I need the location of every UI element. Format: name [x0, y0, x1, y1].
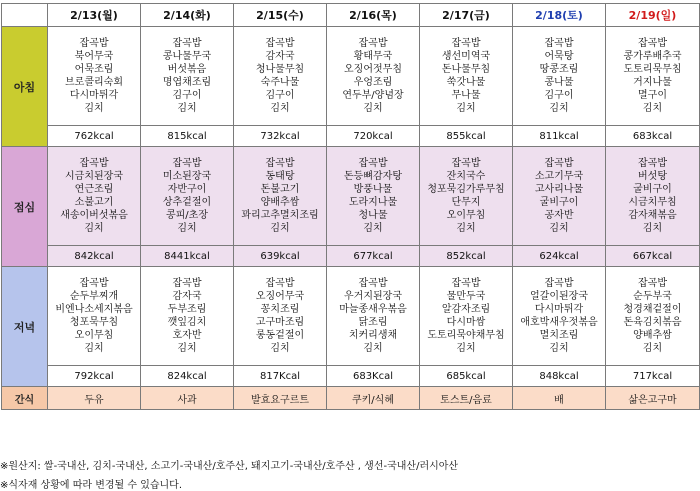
breakfast-kcal-cell: 811kcal	[513, 126, 606, 147]
breakfast-kcal-cell: 815kcal	[141, 126, 234, 147]
menu-item: 김치	[642, 103, 663, 114]
menu-item: 김구이	[265, 90, 295, 101]
dinner-kcal-cell: 848kcal	[513, 366, 606, 387]
lunch-label: 점심	[2, 147, 48, 267]
menu-item: 청나물무침	[255, 64, 305, 75]
menu-item: 땅콩조림	[539, 64, 579, 75]
date-header-sunday: 2/19(일)	[606, 4, 700, 27]
menu-item: 공자반	[544, 210, 574, 221]
menu-item: 도라지나물	[348, 197, 398, 208]
dinner-kcal-cell: 824kcal	[141, 366, 234, 387]
menu-item: 돈육김치볶음	[623, 317, 682, 328]
menu-item: 청포묵무침	[69, 317, 119, 328]
menu-item: 잡곡밥	[79, 158, 109, 169]
menu-item: 순두부국	[633, 291, 672, 302]
date-header-saturday: 2/18(토)	[513, 4, 606, 27]
snack-cell: 배	[513, 387, 606, 410]
breakfast-menu-cell	[606, 27, 700, 126]
menu-item: 김치	[642, 343, 663, 354]
date-header-row	[2, 4, 700, 27]
menu-item: 김치	[177, 223, 197, 234]
menu-item: 잡곡밥	[265, 158, 295, 169]
menu-item: 연두부/양념장	[342, 90, 404, 101]
dinner-menu-cell	[513, 267, 606, 366]
breakfast-menu-cell	[141, 27, 234, 126]
menu-item: 김치	[549, 223, 569, 234]
menu-item: 오이무침	[74, 330, 114, 341]
menu-item: 잡곡밥	[358, 158, 388, 169]
date-header: 2/16(목)	[327, 4, 420, 27]
origin-note: ※원산지: 쌀-국내산, 김치-국내산, 소고기-국내산/호주산, 돼지고기-국내산/호주산 , 생선-국내산/러시아산	[0, 461, 459, 472]
breakfast-menu-cell	[48, 27, 141, 126]
menu-item: 버섯탕	[638, 171, 667, 182]
menu-item: 돈불고기	[260, 184, 300, 195]
menu-item: 우거지된장국	[344, 291, 402, 302]
menu-item: 김치	[270, 223, 290, 234]
menu-item: 김치	[177, 103, 197, 114]
lunch-kcal-cell: 624kcal	[513, 246, 606, 267]
menu-item: 잡곡밥	[451, 158, 481, 169]
lunch-menu-cell	[327, 147, 420, 246]
menu-item: 롱동겉절이	[255, 330, 305, 341]
menu-item: 황태무국	[353, 51, 393, 62]
menu-item: 잡곡밥	[544, 278, 574, 289]
snack-cell: 삶은고구마	[606, 387, 700, 410]
snack-cell: 두유	[48, 387, 141, 410]
menu-item: 김치	[177, 343, 197, 354]
lunch-menu-cell	[234, 147, 327, 246]
dinner-menu-cell	[141, 267, 234, 366]
breakfast-label: 아침	[2, 27, 48, 147]
menu-item: 김치	[84, 103, 104, 114]
menu-item: 잡곡밥	[172, 278, 202, 289]
menu-item: 잡곡밥	[79, 38, 109, 49]
date-header: 2/13(월)	[48, 4, 141, 27]
dinner-kcal-row	[2, 366, 700, 387]
date-header: 2/17(금)	[420, 4, 513, 27]
menu-item: 연근조림	[74, 184, 114, 195]
menu-item: 동태탕	[265, 171, 295, 182]
menu-item: 잡곡밥	[451, 38, 481, 49]
lunch-menu-cell	[513, 147, 606, 246]
dinner-kcal-cell: 817Kcal	[234, 366, 327, 387]
lunch-kcal-cell: 667kcal	[606, 246, 700, 267]
breakfast-kcal-cell: 762kcal	[48, 126, 141, 147]
breakfast-menu-cell	[420, 27, 513, 126]
date-header: 2/14(화)	[141, 4, 234, 27]
menu-item: 감자국	[265, 51, 295, 62]
menu-item: 잔치국수	[446, 171, 486, 182]
menu-item: 도토리묵무침	[623, 64, 682, 75]
dinner-menu-cell	[327, 267, 420, 366]
menu-item: 브로콜리숙회	[65, 77, 123, 88]
corner-cell	[2, 4, 48, 27]
menu-item: 콩나물무국	[162, 51, 212, 62]
menu-item: 물만두국	[446, 291, 486, 302]
menu-item: 알감자조림	[441, 304, 491, 315]
snack-cell: 사과	[141, 387, 234, 410]
lunch-menu-row	[2, 147, 700, 246]
snack-label: 간식	[2, 387, 48, 410]
dinner-menu-cell	[234, 267, 327, 366]
dinner-menu-cell	[420, 267, 513, 366]
breakfast-kcal-row	[2, 126, 700, 147]
menu-item: 김치	[549, 343, 569, 354]
lunch-kcal-cell: 8441kcal	[141, 246, 234, 267]
menu-item: 김구이	[544, 90, 574, 101]
menu-item: 무나물	[451, 90, 481, 101]
menu-item: 잡곡밥	[544, 158, 574, 169]
menu-item: 버섯볶음	[167, 64, 207, 75]
menu-item: 자반구이	[167, 184, 207, 195]
menu-item: 깻잎김치	[167, 317, 207, 328]
menu-item: 김치	[363, 103, 383, 114]
menu-item: 방풍나물	[353, 184, 393, 195]
menu-item: 상추겉절이	[162, 197, 212, 208]
breakfast-kcal-cell: 720kcal	[327, 126, 420, 147]
menu-item: 잡곡밥	[265, 38, 295, 49]
lunch-kcal-cell: 842kcal	[48, 246, 141, 267]
menu-item: 소고기무국	[534, 171, 584, 182]
menu-item: 북어무국	[74, 51, 114, 62]
dinner-kcal-cell: 685kcal	[420, 366, 513, 387]
lunch-menu-cell	[141, 147, 234, 246]
lunch-kcal-row	[2, 246, 700, 267]
menu-item: 잡곡밥	[358, 278, 388, 289]
menu-item: 김치	[363, 223, 383, 234]
menu-item: 김치	[456, 223, 476, 234]
menu-item: 김치	[363, 343, 383, 354]
menu-item: 김치	[270, 343, 290, 354]
breakfast-menu-cell	[513, 27, 606, 126]
menu-item: 굴비구이	[539, 197, 579, 208]
menu-item: 어묵탕	[544, 51, 574, 62]
breakfast-menu-cell	[234, 27, 327, 126]
menu-item: 다시마쌈	[446, 317, 486, 328]
menu-item: 오징어젓무침	[344, 64, 402, 75]
menu-item: 잡곡밥	[638, 38, 667, 49]
menu-item: 오이무침	[446, 210, 486, 221]
menu-item: 감자국	[172, 291, 202, 302]
breakfast-menu-cell	[327, 27, 420, 126]
menu-item: 거지나물	[633, 77, 672, 88]
snack-cell: 쿠키/식혜	[327, 387, 420, 410]
menu-item: 우엉조림	[353, 77, 393, 88]
menu-item: 다시마튀각	[534, 304, 584, 315]
breakfast-kcal-cell: 732kcal	[234, 126, 327, 147]
menu-item: 소불고기	[74, 197, 114, 208]
menu-item: 돈나물무침	[441, 64, 491, 75]
menu-item: 단무지	[451, 197, 481, 208]
menu-item: 잡곡밥	[451, 278, 481, 289]
menu-item: 순두부찌개	[69, 291, 119, 302]
menu-item: 비엔나소세지볶음	[55, 304, 133, 315]
menu-item: 콩피/초장	[165, 210, 208, 221]
menu-item: 잡곡밥	[265, 278, 295, 289]
menu-item: 호자반	[172, 330, 202, 341]
lunch-menu-cell	[48, 147, 141, 246]
lunch-menu-cell	[606, 147, 700, 246]
menu-item: 양배추쌈	[260, 197, 300, 208]
menu-item: 다시마튀각	[69, 90, 119, 101]
menu-item: 감자채볶음	[628, 210, 677, 221]
date-header: 2/15(수)	[234, 4, 327, 27]
snack-cell: 발효요구르트	[234, 387, 327, 410]
menu-item: 명엽채조림	[162, 77, 212, 88]
menu-item: 고사리나물	[534, 184, 584, 195]
weekly-menu-table	[1, 3, 700, 410]
snack-row	[2, 387, 700, 410]
menu-item: 고구마조림	[255, 317, 305, 328]
dinner-kcal-cell: 683Kcal	[327, 366, 420, 387]
menu-item: 마늘종새우볶음	[339, 304, 407, 315]
change-notice: ※식자재 상황에 따라 변경될 수 있습니다.	[0, 480, 183, 491]
menu-item: 잡곡밥	[79, 278, 109, 289]
menu-item: 애호박새우젓볶음	[520, 317, 598, 328]
breakfast-kcal-cell: 683kcal	[606, 126, 700, 147]
menu-item: 잡곡밥	[638, 158, 667, 169]
menu-item: 꽈리고추멸치조림	[241, 210, 319, 221]
dinner-menu-row	[2, 267, 700, 366]
snack-cell: 토스트/음료	[420, 387, 513, 410]
dinner-label: 저녁	[2, 267, 48, 387]
menu-item: 잡곡밥	[638, 278, 667, 289]
menu-item: 굴비구이	[633, 184, 672, 195]
breakfast-kcal-cell: 855kcal	[420, 126, 513, 147]
menu-item: 김치	[84, 343, 104, 354]
menu-item: 꽁치조림	[260, 304, 300, 315]
menu-item: 김구이	[172, 90, 202, 101]
menu-item: 잡곡밥	[358, 38, 388, 49]
menu-item: 생선미역국	[441, 51, 491, 62]
menu-item: 청나물	[358, 210, 388, 221]
menu-item: 쑥갓나물	[446, 77, 486, 88]
menu-item: 잡곡밥	[172, 158, 202, 169]
menu-item: 돈등뼈감자탕	[344, 171, 402, 182]
menu-item: 도토리묵야채무침	[427, 330, 505, 341]
menu-item: 얼갈이된장국	[530, 291, 588, 302]
lunch-kcal-cell: 852kcal	[420, 246, 513, 267]
menu-item: 양배추쌈	[633, 330, 672, 341]
menu-item: 김치	[84, 223, 104, 234]
menu-item: 콩나물	[544, 77, 574, 88]
menu-item: 청포묵김가루무침	[427, 184, 505, 195]
menu-item: 시금치된장국	[65, 171, 123, 182]
menu-item: 김치	[549, 103, 569, 114]
menu-item: 두부조림	[167, 304, 207, 315]
menu-item: 잡곡밥	[544, 38, 574, 49]
menu-item: 콩가루배추국	[623, 51, 682, 62]
dinner-menu-cell	[48, 267, 141, 366]
menu-item: 김치	[642, 223, 663, 234]
dinner-menu-cell	[606, 267, 700, 366]
menu-item: 어묵조림	[74, 64, 114, 75]
menu-item: 김치	[456, 343, 476, 354]
menu-item: 멸치조림	[539, 330, 579, 341]
dinner-kcal-cell: 717kcal	[606, 366, 700, 387]
breakfast-menu-row	[2, 27, 700, 126]
dinner-kcal-cell: 792kcal	[48, 366, 141, 387]
menu-item: 새송이버섯볶음	[60, 210, 128, 221]
lunch-menu-cell	[420, 147, 513, 246]
menu-item: 멸구이	[638, 90, 667, 101]
menu-item: 청경채겉절이	[623, 304, 682, 315]
menu-item: 김치	[270, 103, 290, 114]
menu-item: 잡곡밥	[172, 38, 202, 49]
lunch-kcal-cell: 677kcal	[327, 246, 420, 267]
lunch-kcal-cell: 639kcal	[234, 246, 327, 267]
menu-item: 오징어무국	[255, 291, 305, 302]
menu-item: 숙주나물	[260, 77, 300, 88]
menu-item: 치커리생채	[348, 330, 398, 341]
menu-item: 미소된장국	[162, 171, 212, 182]
menu-item: 김치	[456, 103, 476, 114]
menu-item: 닭조림	[358, 317, 388, 328]
menu-item: 시금치무침	[628, 197, 677, 208]
